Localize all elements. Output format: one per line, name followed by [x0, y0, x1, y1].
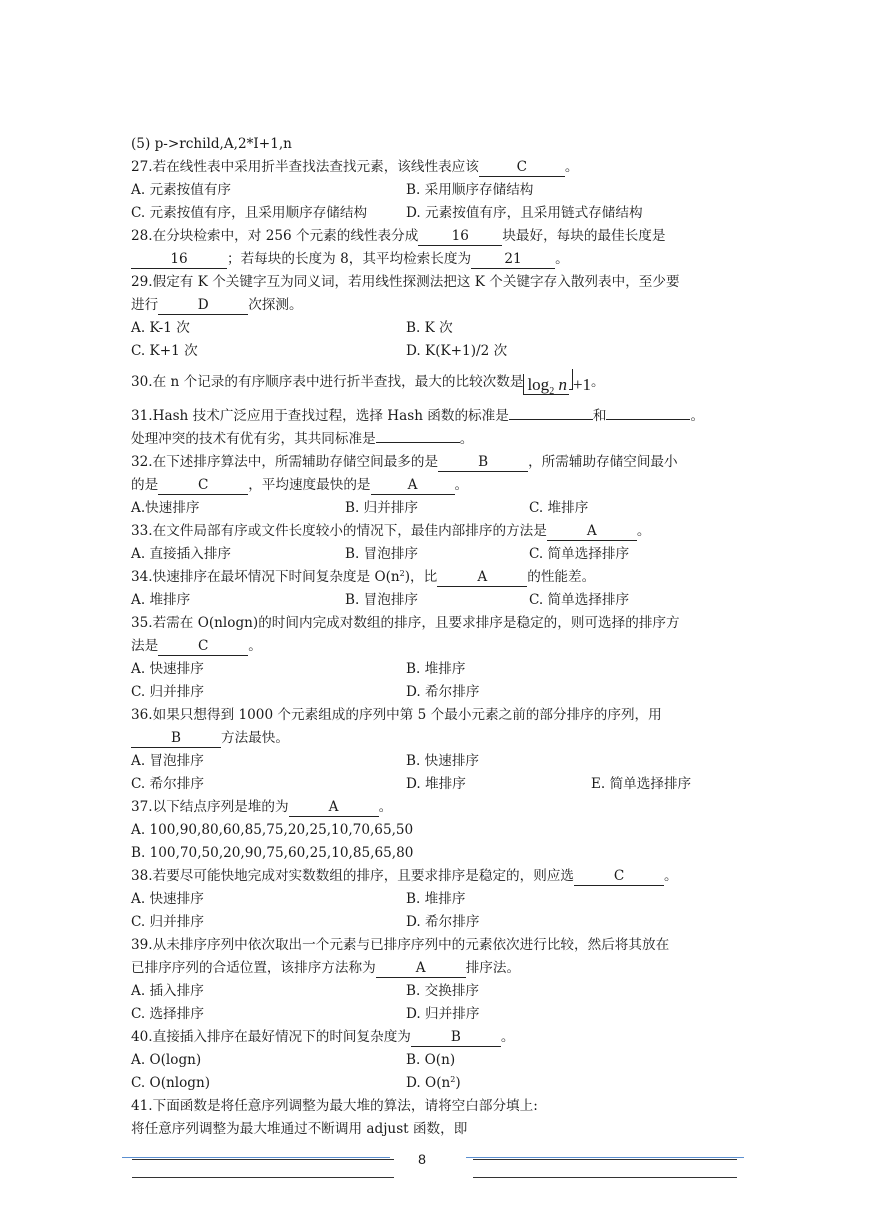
option-b: B. 采用顺序存储结构 [406, 182, 534, 198]
option-a: A. 快速排序 [131, 891, 204, 907]
footer-rule-right-top [473, 1159, 737, 1160]
q26-answer-tail: (5) p->rchild,A,2*I+1,n [131, 136, 292, 152]
question-35-stem-line2: 法是 C 。 [131, 638, 262, 654]
floor-log-formula: $\log_2 n +1$ [523, 369, 591, 396]
option-d: D. 归并排序 [406, 1006, 480, 1022]
question-32-stem-line1: 32.在下述排序算法中，所需辅助存储空间最多的是 B ，所需辅助存储空间最小 [131, 454, 678, 470]
question-27-stem: 27.若在线性表中采用折半查找法查找元素，该线性表应该 C 。 [131, 159, 579, 175]
footer-rule-right-bottom [473, 1177, 737, 1178]
option-a: A. 堆排序 [131, 592, 191, 608]
answer-blank: D [158, 297, 248, 315]
page-number: 8 [418, 1151, 426, 1167]
option-d: D. 元素按值有序，且采用链式存储结构 [406, 205, 643, 221]
answer-blank: C [479, 159, 565, 177]
option-b: B. 归并排序 [345, 500, 419, 516]
question-37-stem: 37.以下结点序列是堆的为 A 。 [131, 799, 393, 815]
option-c: C. 元素按值有序，且采用顺序存储结构 [131, 205, 368, 221]
question-41-stem-line2: 将任意序列调整为最大堆通过不断调用 adjust 函数，即 [131, 1121, 468, 1137]
question-38-stem: 38.若要尽可能快地完成对实数数组的排序，且要求排序是稳定的，则应选 C 。 [131, 868, 678, 884]
footer-rule-blue-left [122, 1157, 390, 1158]
option-d: D. 堆排序 [406, 776, 466, 792]
option-b: B. 交换排序 [406, 983, 480, 999]
answer-blank: 21 [471, 251, 555, 269]
option-c: C. 堆排序 [529, 500, 589, 516]
option-b: B. 冒泡排序 [345, 546, 419, 562]
answer-blank: A [371, 477, 455, 495]
answer-blank: B [411, 1029, 501, 1047]
answer-blank: C [158, 638, 248, 656]
question-36-stem-line2: B 方法最快。 [131, 728, 289, 748]
option-c: C. 选择排序 [131, 1006, 204, 1022]
option-a: A. K-1 次 [131, 320, 190, 336]
answer-blank: C [574, 868, 664, 886]
answer-blank: C [158, 477, 248, 495]
answer-blank: 16 [418, 228, 502, 246]
answer-blank: A [376, 960, 466, 978]
answer-blank: B [131, 730, 221, 748]
option-b: B. 堆排序 [406, 661, 466, 677]
question-37-option-b: B. 100,70,50,20,90,75,60,25,10,85,65,80 [131, 845, 414, 861]
answer-blank: A [437, 569, 527, 587]
option-b: B. 堆排序 [406, 891, 466, 907]
footer-rule-left-bottom [132, 1177, 394, 1178]
footer-rule-left-top [132, 1159, 394, 1160]
option-b: B. O(n) [406, 1052, 456, 1068]
question-41-stem-line1: 41.下面函数是将任意序列调整为最大堆的算法，请将空白部分填上: [131, 1098, 538, 1114]
question-31-stem-line1: 31.Hash 技术广泛应用于查找过程，选择 Hash 函数的标准是 和 。 [131, 408, 705, 424]
answer-blank [606, 419, 690, 420]
option-d: D. 希尔排序 [406, 914, 480, 930]
answer-blank: A [547, 523, 637, 541]
question-29-stem-line1: 29.假定有 K 个关键字互为同义词，若用线性探测法把这 K 个关键字存入散列表中，至少要 [131, 274, 680, 290]
option-a: A. 元素按值有序 [131, 182, 232, 198]
option-d: D. $O(n^2)$ [406, 1075, 461, 1091]
question-28-stem-line1: 28.在分块检索中，对 256 个元素的线性表分成 16 块最好，每块的最佳长度是 [131, 228, 666, 244]
option-d: D. K(K+1)/2 次 [406, 343, 508, 359]
question-39-stem-line1: 39.从未排序序列中依次取出一个元素与已排序序列中的元素依次进行比较，然后将其放在 [131, 937, 670, 953]
option-a: A. 冒泡排序 [131, 753, 204, 769]
answer-blank [376, 442, 460, 443]
option-c: C. 归并排序 [131, 684, 204, 700]
option-c: C. 简单选择排序 [529, 546, 630, 562]
question-32-stem-line2: 的是 C ，平均速度最快的是 A 。 [131, 477, 469, 493]
option-a: A. 插入排序 [131, 983, 204, 999]
option-e: E. 简单选择排序 [591, 776, 692, 792]
option-b: B. 冒泡排序 [345, 592, 419, 608]
option-c: C. K+1 次 [131, 343, 198, 359]
answer-blank: A [289, 799, 379, 817]
question-34-stem: 34.快速排序在最坏情况下时间复杂度是 $O(n^2)$，比 A 的性能差。 [131, 569, 596, 585]
option-a: A.快速排序 [131, 500, 200, 516]
question-33-stem: 33.在文件局部有序或文件长度较小的情况下，最佳内部排序的方法是 A 。 [131, 523, 651, 539]
question-40-stem: 40.直接插入排序在最好情况下的时间复杂度为 B 。 [131, 1029, 515, 1045]
question-28-stem-line2: 16 ；若每块的长度为 8，其平均检索长度为 21 。 [131, 249, 569, 269]
question-37-option-a: A. 100,90,80,60,85,75,20,25,10,70,65,50 [131, 822, 414, 838]
question-29-stem-line2: 进行 D 次探测。 [131, 297, 303, 313]
option-c: C. O(nlogn) [131, 1075, 211, 1091]
option-a: A. 快速排序 [131, 661, 204, 677]
option-a: A. O(logn) [131, 1052, 202, 1068]
question-39-stem-line2: 已排序序列的合适位置，该排序方法称为 A 排序法。 [131, 960, 521, 976]
question-30-stem: 30.在 n 个记录的有序顺序表中进行折半查找，最大的比较次数是 $\log_2 n +1$。 [131, 369, 605, 396]
footer-rule-blue-right [466, 1157, 744, 1158]
question-35-stem-line1: 35.若需在 O(nlogn)的时间内完成对数组的排序，且要求排序是稳定的，则可选择的排序方 [131, 615, 680, 631]
option-b: B. 快速排序 [406, 753, 480, 769]
option-c: C. 归并排序 [131, 914, 204, 930]
answer-blank [509, 419, 593, 420]
question-36-stem-line1: 36.如果只想得到 1000 个元素组成的序列中第 5 个最小元素之前的部分排序的序列，用 [131, 707, 662, 723]
question-31-stem-line2: 处理冲突的技术有优有劣，其共同标准是 。 [131, 431, 474, 447]
answer-blank: B [438, 454, 528, 472]
option-d: D. 希尔排序 [406, 684, 480, 700]
option-c: C. 希尔排序 [131, 776, 204, 792]
answer-blank: 16 [131, 251, 227, 269]
option-c: C. 简单选择排序 [529, 592, 630, 608]
option-b: B. K 次 [406, 320, 453, 336]
option-a: A. 直接插入排序 [131, 546, 232, 562]
